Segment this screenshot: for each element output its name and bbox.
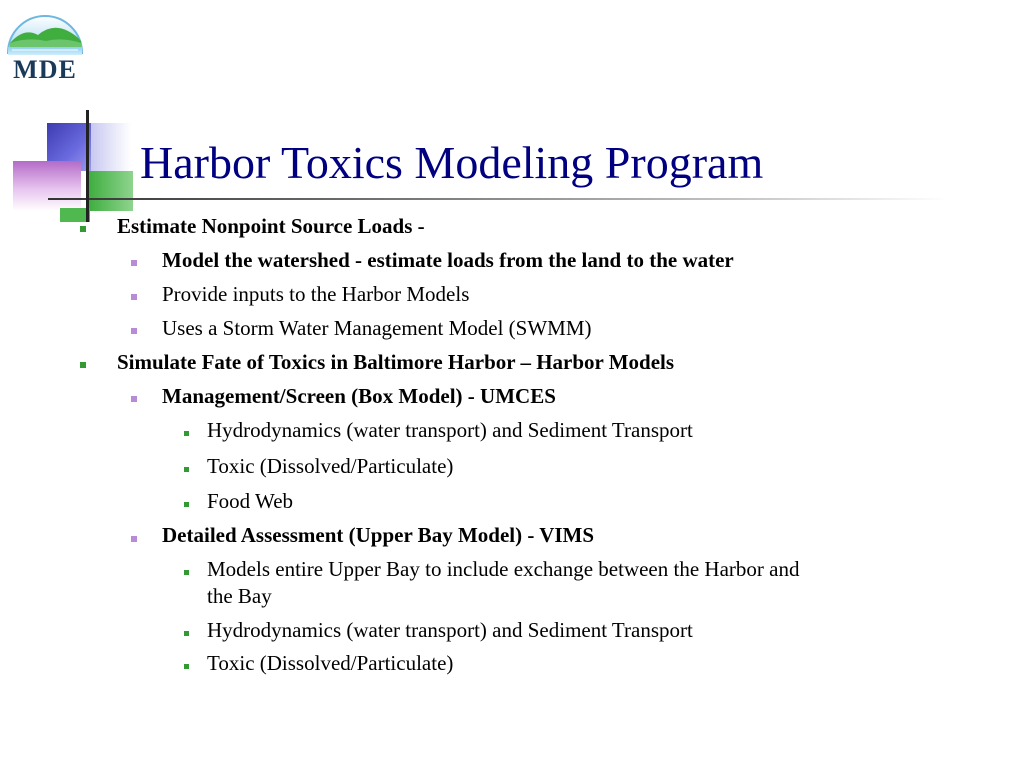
- bullet-marker-square: [184, 664, 189, 669]
- mde-logo-graphic: [2, 3, 88, 63]
- bullet-marker-square: [131, 294, 137, 300]
- bullet-marker-square: [131, 536, 137, 542]
- mde-logo: [2, 3, 88, 87]
- bullet-item-level3: Food Web: [207, 489, 294, 513]
- bullet-item-level2: Management/Screen (Box Model) - UMCES: [162, 384, 556, 408]
- mde-logo-text: MDE: [13, 55, 77, 84]
- bullet-marker-square: [184, 467, 189, 472]
- bullet-marker-square: [131, 396, 137, 402]
- bullet-marker-square: [131, 328, 137, 334]
- bullet-item-level3: Models entire Upper Bay to include exchange between the Harbor and: [207, 557, 800, 581]
- decor-vertical-line: [86, 110, 89, 222]
- title-underline: [48, 198, 948, 200]
- bullet-item-level1: Simulate Fate of Toxics in Baltimore Harbor – Harbor Models: [117, 350, 675, 374]
- bullet-item-level3: Toxic (Dissolved/Particulate): [207, 651, 454, 675]
- bullet-item-level3: Toxic (Dissolved/Particulate): [207, 454, 454, 478]
- bullet-item-level2: Model the watershed - estimate loads from the land to the water: [162, 248, 734, 272]
- decor-square-pink: [13, 161, 81, 211]
- bullet-item-level3: Hydrodynamics (water transport) and Sediment Transport: [207, 418, 693, 442]
- bullet-item-level3-continuation: the Bay: [207, 584, 272, 608]
- bullet-item-level2: Uses a Storm Water Management Model (SWMM): [162, 316, 592, 340]
- bullet-marker-square: [184, 502, 189, 507]
- bullet-item-level2: Detailed Assessment (Upper Bay Model) - VIMS: [162, 523, 595, 547]
- bullet-marker-square: [184, 570, 189, 575]
- slide-title: Harbor Toxics Modeling Program: [140, 137, 764, 188]
- bullet-marker-square: [184, 631, 189, 636]
- bullet-item-level1: Estimate Nonpoint Source Loads -: [117, 214, 425, 238]
- bullet-marker-square: [80, 362, 86, 368]
- bullet-marker-square: [80, 226, 86, 232]
- bullet-marker-square: [131, 260, 137, 266]
- bullet-marker-square: [184, 431, 189, 436]
- decor-square-lightblue: [91, 123, 131, 171]
- decor-square-green: [89, 171, 133, 211]
- bullet-item-level2: Provide inputs to the Harbor Models: [162, 282, 470, 306]
- bullet-item-level3: Hydrodynamics (water transport) and Sediment Transport: [207, 618, 693, 642]
